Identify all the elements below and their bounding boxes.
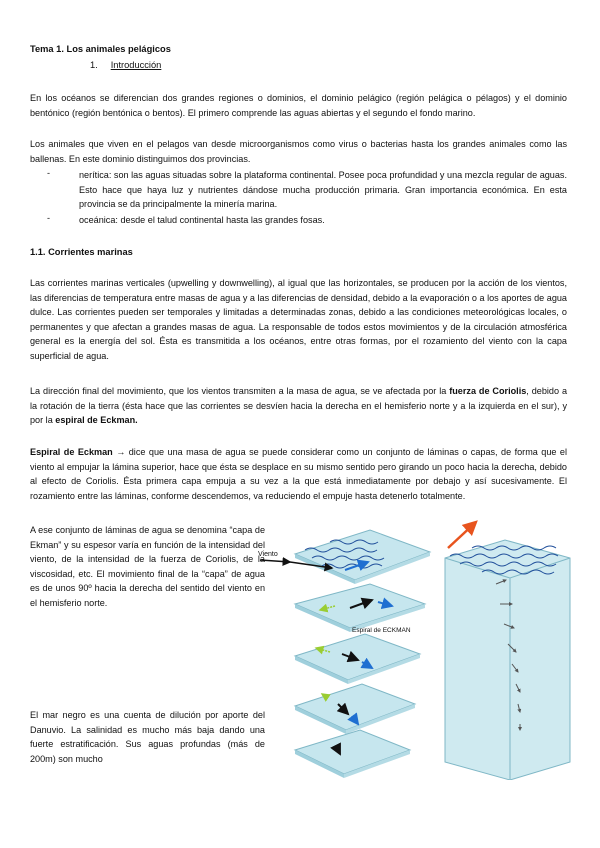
ekman-layer-5 xyxy=(295,730,410,778)
document-title: Tema 1. Los animales pelágicos xyxy=(30,44,171,54)
bullet-neritica: nerítica: son las aguas situadas sobre la plataforma continental. Posee poca profundidad y una mezcla regular de aguas. Esto hace que haya luz y nutrientes dándose mucha producción primaria. Gran importancia económica. En esta provincia se da principalmente la minería marina. xyxy=(79,170,567,210)
text-run: La dirección final del movimiento, que los vientos transmiten a la masa de agua, se ve afectada por la xyxy=(30,386,450,396)
bullet-oceanica: oceánica: desde el talud continental hasta las grandes fosas. xyxy=(79,215,325,225)
arrow-glyph: → xyxy=(112,447,129,457)
eckman-paragraph xyxy=(30,445,567,503)
corrientes-paragraph-2 xyxy=(30,384,567,428)
bullet-marker: - xyxy=(47,213,51,223)
ekman-layer-3 xyxy=(295,634,420,684)
ekman-layer-4 xyxy=(295,684,415,734)
text-run: dice que una masa de agua se puede considerar como un conjunto de láminas o capas, de forma que el viento al empujar la lámina superior, hace que ésta se desplace en su mismo sentido pero girando un poco hacia la derecha, debido al efecto de Coriolis. Ésta primera capa empuja a su vez a la que está inmediatamente por debajo y así sucesivamente. El rozamiento entre las láminas, conforme descendemos, va reduciendo el empuje hasta detenerlo totalmente. xyxy=(30,447,568,501)
section-number: 1. xyxy=(90,60,98,70)
intro-paragraph-2: Los animales que viven en el pelagos van desde microorganismos como virus o bacterias hasta los grandes animales como las ballenas. En este dominio distinguimos dos provincias. xyxy=(30,139,567,164)
section-heading-introduccion xyxy=(90,60,161,70)
intro-paragraph-1: En los océanos se diferencian dos grandes regiones o dominios, el dominio pelágico (región pelágica o pélagos) y el dominio bentónico (región bentónica o bentos). El primero comprende las aguas abiertas y el segundo el fondo marino. xyxy=(30,93,567,118)
espiral-label: Espiral de ECKMAN xyxy=(352,627,411,634)
section-heading-corrientes: 1.1. Corrientes marinas xyxy=(30,247,133,257)
viento-label: Viento xyxy=(258,551,278,558)
ekman-spiral-figure xyxy=(250,518,572,780)
term-espiral-eckman: espiral de Eckman. xyxy=(55,415,138,426)
section-label: Introducción xyxy=(110,60,162,70)
bullet-marker: - xyxy=(47,168,51,178)
text-run: , debido a la rotación de la tierra (ésta hace que las corrientes se desvíen hacia la derecha en el hemisferio norte y a la izquierda en el sur), y por la xyxy=(30,386,568,426)
surface-layer xyxy=(290,530,430,584)
term-coriolis: fuerza de Coriolis xyxy=(449,386,527,396)
water-column-block xyxy=(445,522,570,780)
mar-negro-paragraph: El mar negro es una cuenta de dilución por aporte del Danuvio. La salinidad es mucho más baja dando una fuerte estratificación. Sus aguas profundas (más de 200m) son mucho xyxy=(30,710,265,764)
capa-ekman-paragraph: A ese conjunto de láminas de agua se denomina “capa de Ekman” y su espesor varía en función de la intensidad del viento, de la intensidad de la fuerza de Coriolis, de la viscosidad, etc. El movimiento final de la “capa” de agua es de unos 90º hacia la derecha del sentido del viento en el hemisferio norte. xyxy=(30,525,265,608)
term-eckman: Espiral de Eckman xyxy=(30,447,113,457)
corrientes-paragraph-1: Las corrientes marinas verticales (upwelling y downwelling), al igual que las horizontales, se producen por la acción de los vientos, las diferencias de temperatura entre masas de agua y a las diferencias de densidad, debido a la evaporación o a los aportes de agua dulce. Las corrientes pueden ser temporales y limitadas a determinadas zonas, debido a las condiciones meteorológicas locales, o permanentes y que afectan a grandes masas de agua. La responsable de todos estos movimientos y de la circulación atmosférica general es la energía del sol. Ésta es transmitida a los océanos, entre otras formas, por el rozamiento del viento con la capa superficial de agua. xyxy=(30,278,567,361)
ekman-layer-2 xyxy=(295,584,425,632)
